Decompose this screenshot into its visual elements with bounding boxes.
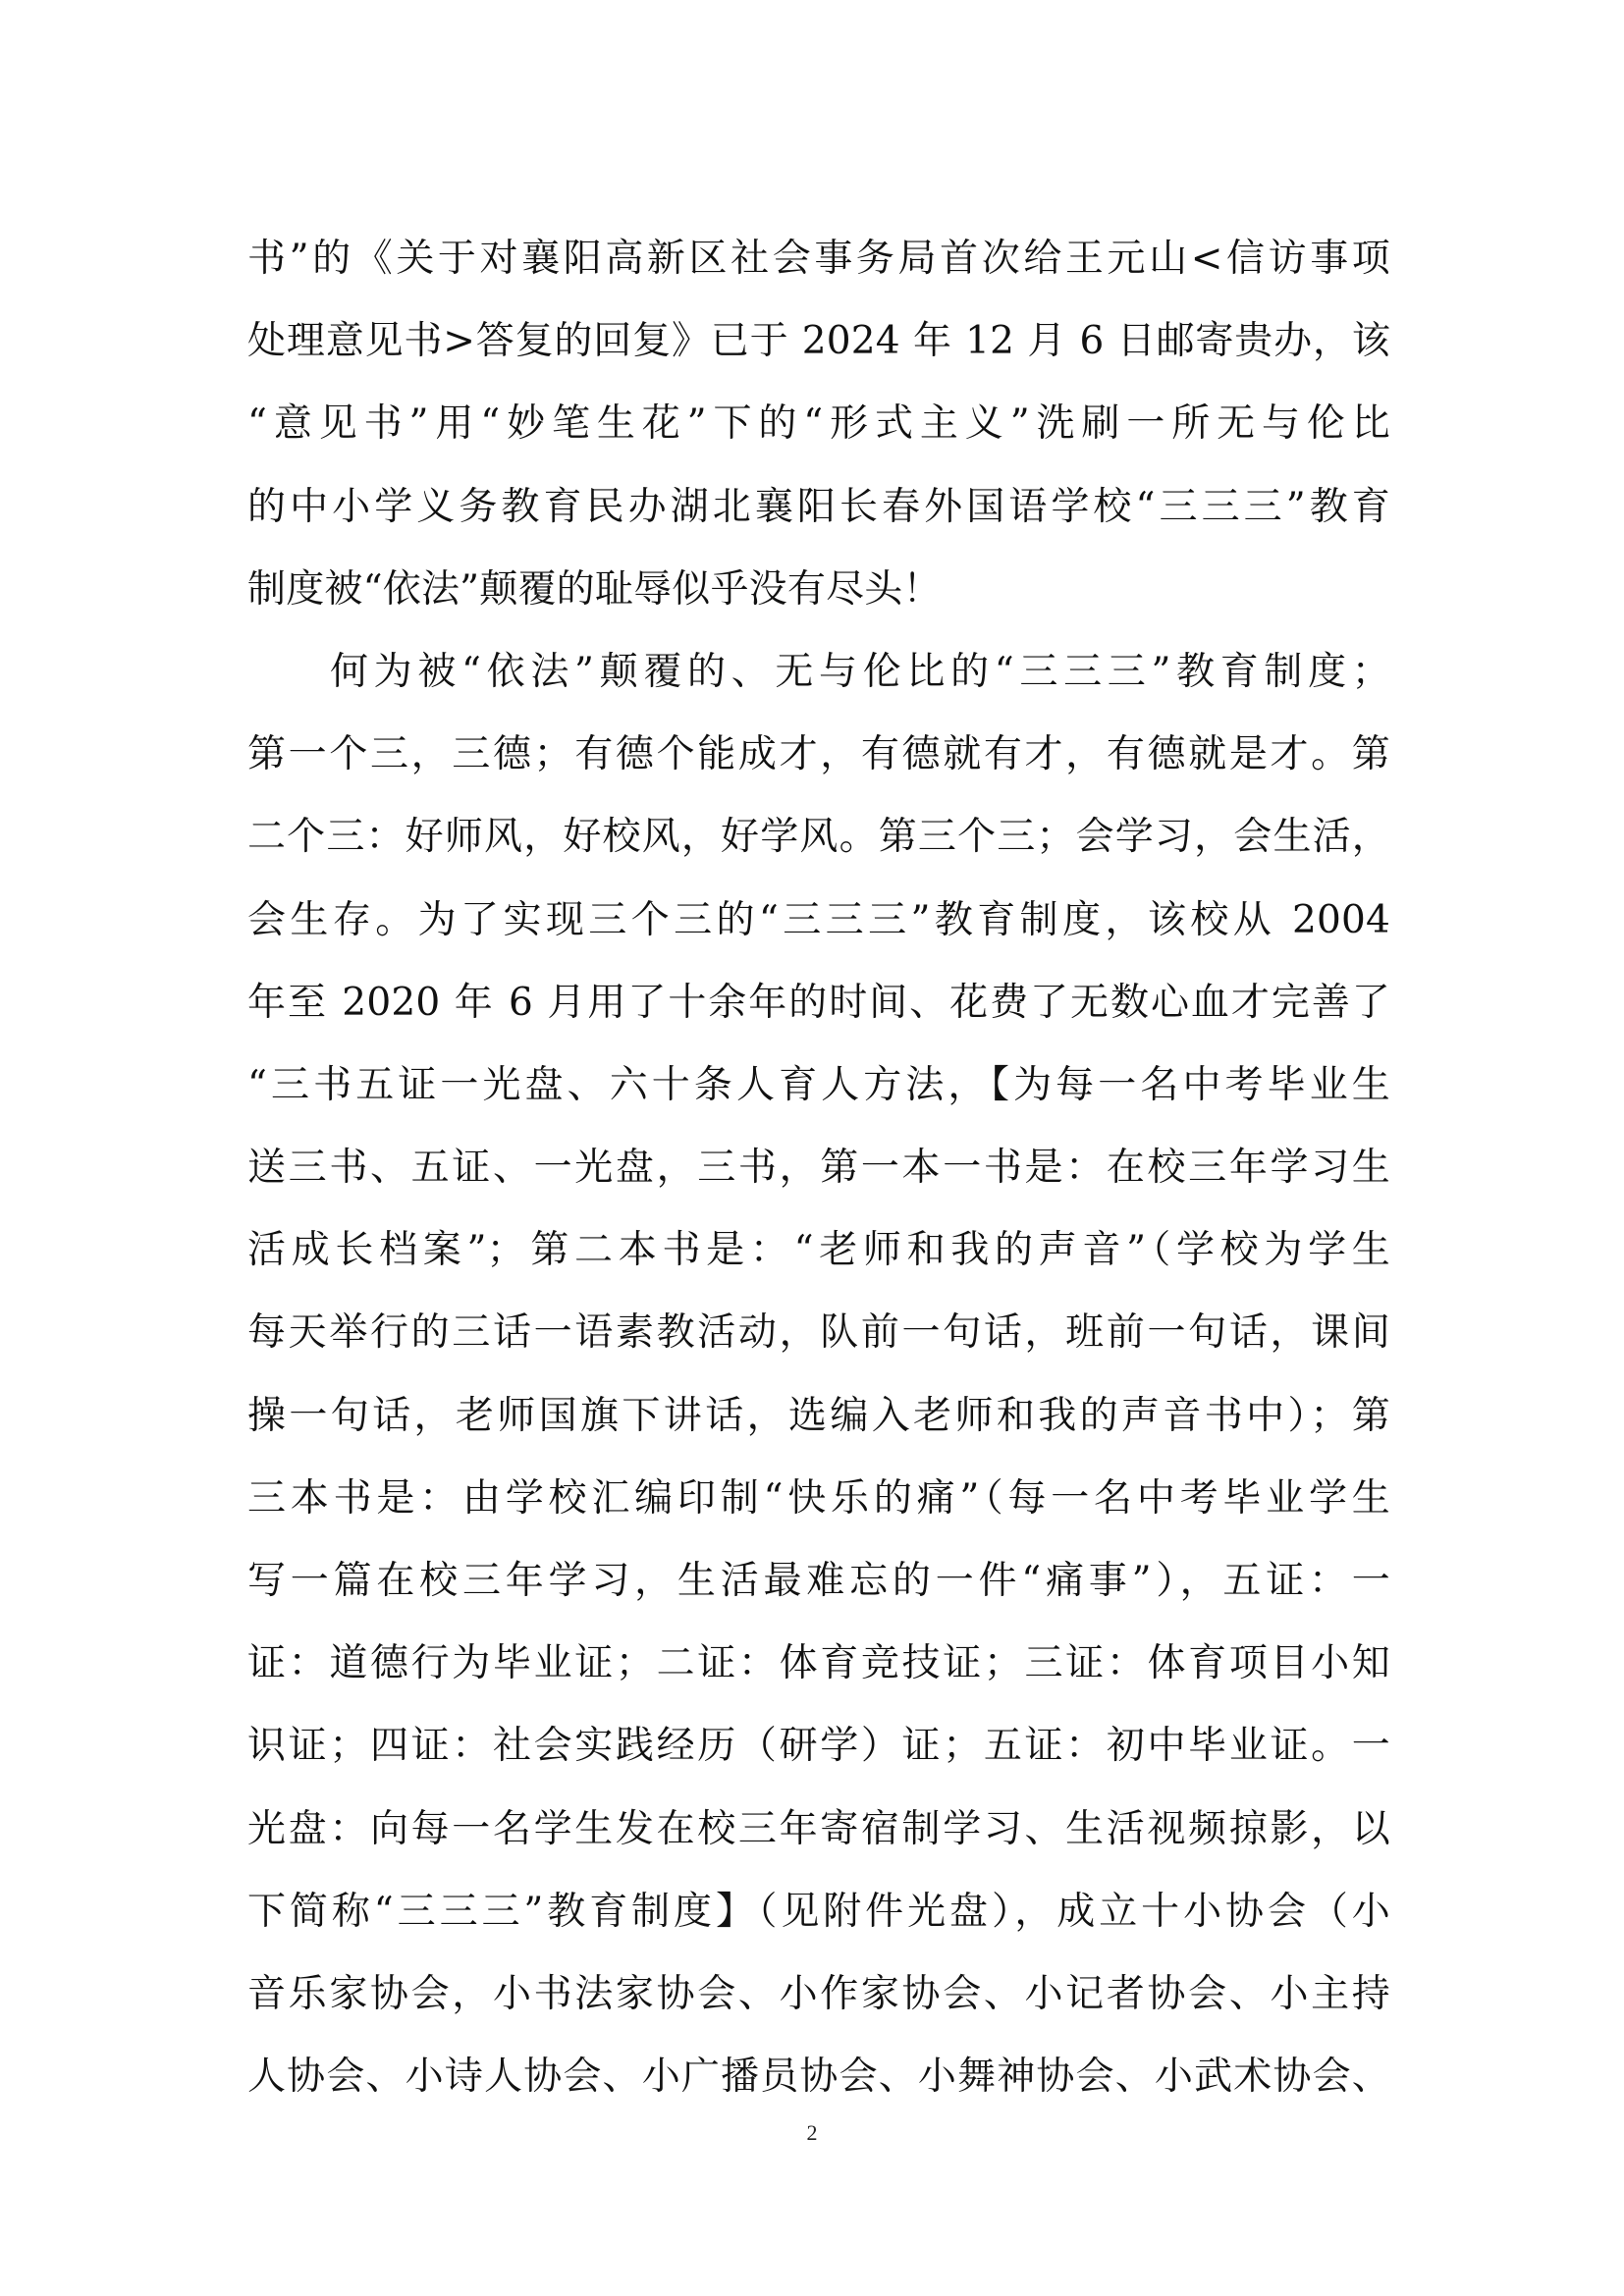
text-line: 何为被“依法”颠覆的、无与伦比的“三三三”教育制度；	[330, 649, 1390, 694]
text-line: 写一篇在校三年学习，生活最难忘的一件“痛事”），五证：一	[247, 1559, 1390, 1603]
page-number: 2	[806, 2120, 818, 2145]
text-line: 二个三：好师风，好校风，好学风。第三个三；会学习，会生活，	[247, 815, 1390, 860]
text-line: 第一个三，三德；有德个能成才，有德就有才，有德就是才。第	[247, 732, 1390, 777]
text-line: 会生存。为了实现三个三的“三三三”教育制度，该校从 2004	[247, 897, 1390, 942]
text-line: 制度被“依法”颠覆的耻辱似乎没有尽头！	[247, 566, 942, 612]
body-text	[247, 218, 1390, 2118]
text-line: 年至 2020 年 6 月用了十余年的时间、花费了无数心血才完善了	[247, 980, 1390, 1025]
text-line: 识证；四证：社会实践经历（研学）证；五证：初中毕业证。一	[247, 1724, 1390, 1769]
text-line: 书”的《关于对襄阳高新区社会事务局首次给王元山<信访事项	[247, 237, 1390, 281]
text-line: 证：道德行为毕业证；二证：体育竞技证；三证：体育项目小知	[247, 1641, 1390, 1686]
text-line: 音乐家协会，小书法家协会、小作家协会、小记者协会、小主持	[247, 1971, 1390, 2016]
text-line: “意见书”用“妙笔生花”下的“形式主义”洗刷一所无与伦比	[247, 401, 1390, 447]
text-line: 送三书、五证、一光盘，三书，第一本一书是：在校三年学习生	[247, 1146, 1390, 1191]
text-line: 光盘：向每一名学生发在校三年寄宿制学习、生活视频掠影，以	[247, 1806, 1390, 1851]
text-line: 处理意见书>答复的回复》已于 2024 年 12 月 6 日邮寄贵办，该	[247, 319, 1390, 364]
text-line: 的中小学义务教育民办湖北襄阳长春外国语学校“三三三”教育	[247, 484, 1390, 529]
text-line: 人协会、小诗人协会、小广播员协会、小舞神协会、小武术协会、	[247, 2055, 1390, 2100]
text-line: 三本书是：由学校汇编印制“快乐的痛”（每一名中考毕业学生	[247, 1475, 1390, 1521]
text-line: 下简称“三三三”教育制度】（见附件光盘），成立十小协会（小	[247, 1889, 1390, 1934]
text-line: 每天举行的三话一语素教活动，队前一句话，班前一句话，课间	[247, 1310, 1390, 1356]
text-line: “三书五证一光盘、六十条人育人方法，【为每一名中考毕业生	[247, 1062, 1390, 1107]
text-line: 活成长档案”；第二本书是：“老师和我的声音”（学校为学生	[247, 1228, 1390, 1273]
text-line: 操一句话，老师国旗下讲话，选编入老师和我的声音书中）；第	[247, 1393, 1390, 1438]
